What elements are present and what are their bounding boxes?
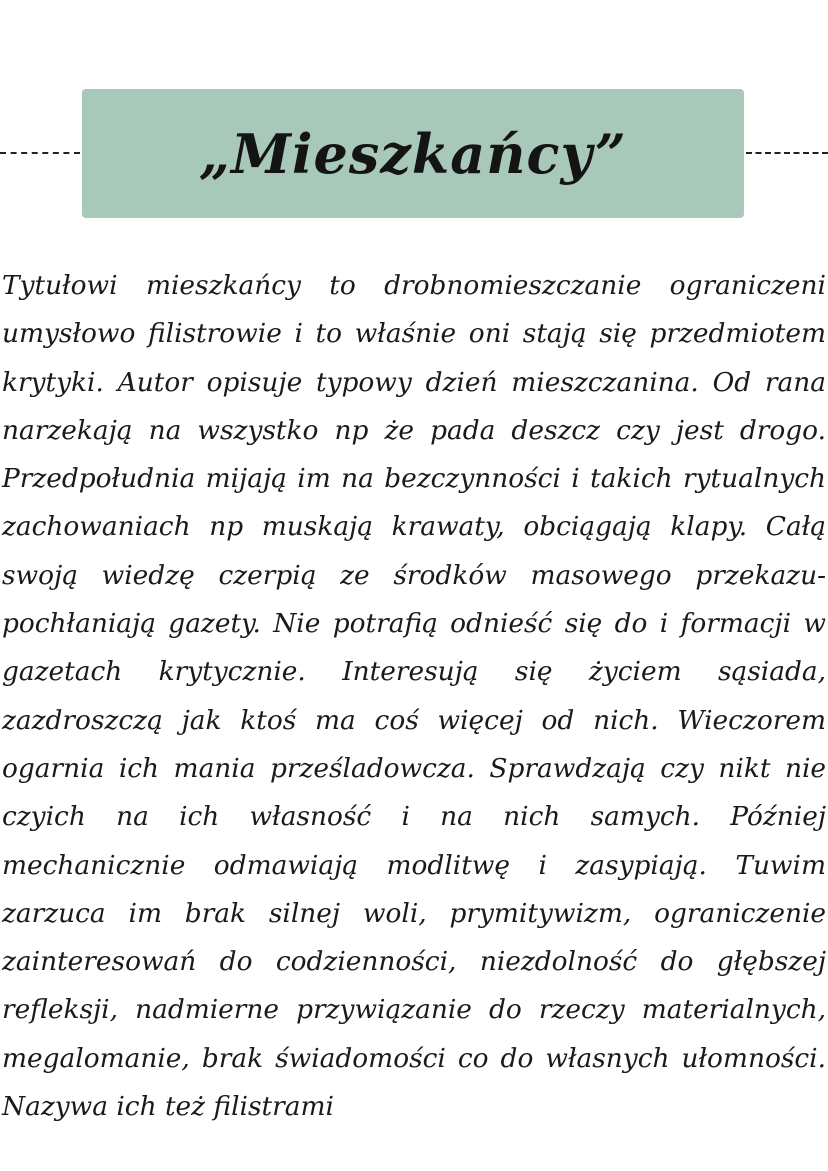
title-banner (82, 89, 744, 218)
page-title: „Mieszkańcy” (199, 121, 627, 186)
right-dashed-line (746, 152, 828, 154)
body-paragraph: Tytułowi mieszkańcy to drobnomieszczanie ograniczeni umysłowo filistrowie i to właśnie oni stają się przedmiotem krytyki. Autor opisuje typowy dzień mieszczanina. Od rana narzekają na wszystko np że pada deszcz czy jest drogo. Przedpołudnia mijają im na bezczynności i takich rytualnych zachowaniach np muskają krawaty, obciągają klapy. Całą swoją wiedzę czerpią ze środków masowego przekazu- pochłaniają gazety. Nie potrafią odnieść się do i formacji w gazetach krytycznie. Interesują się życiem sąsiada, zazdroszczą jak ktoś ma coś więcej od nich. Wieczorem ogarnia ich mania prześladowcza. Sprawdzają czy nikt nie czyich na ich własność i na nich samych. Później mechanicznie odmawiają modlitwę i zasypiają. Tuwim zarzuca im brak silnej woli, prymitywizm, ograniczenie zainteresowań do codzienności, niezdolność do głębszej refleksji, nadmierne przywiązanie do rzeczy materialnych, megalomanie, brak świadomości co do własnych ułomności. Nazywa ich też filistrami (2, 270, 826, 1123)
left-dashed-line (0, 152, 80, 154)
